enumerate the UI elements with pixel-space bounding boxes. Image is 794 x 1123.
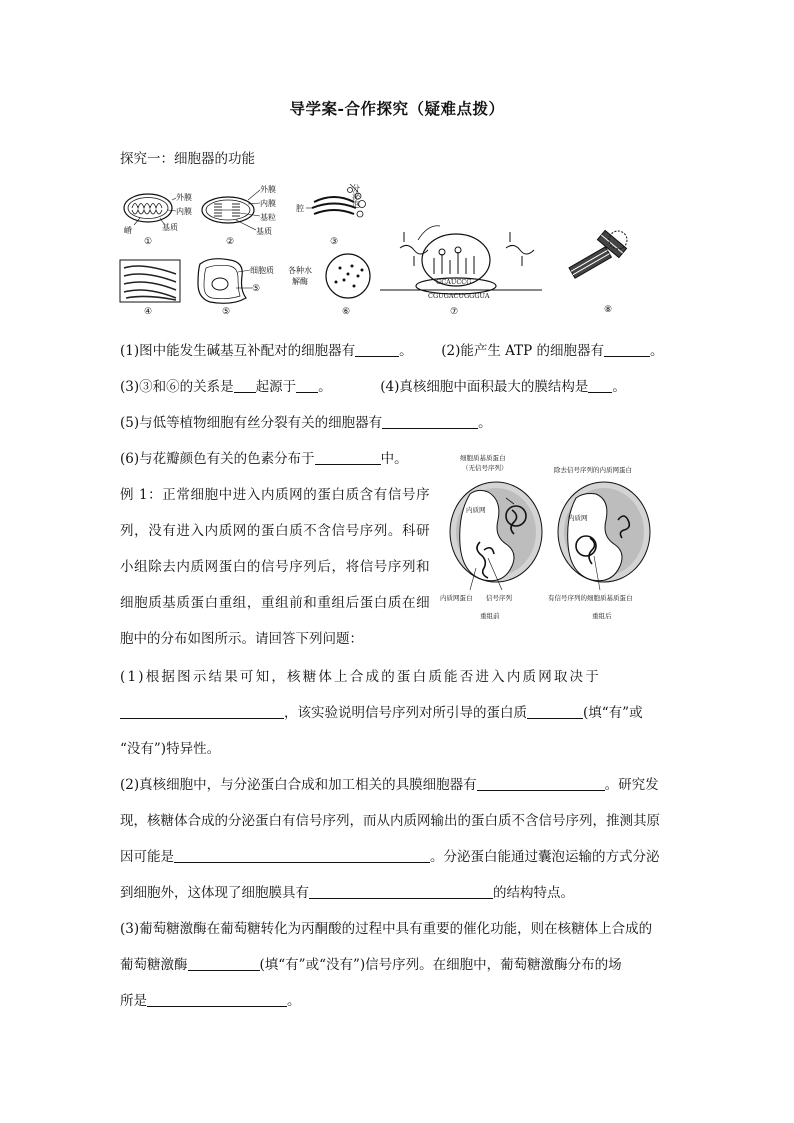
- answer-blank-e1b[interactable]: [527, 704, 583, 719]
- answer-blank-2[interactable]: [604, 342, 650, 357]
- fig-left-top-1: 细胞质基质蛋白: [460, 454, 506, 462]
- fig-right-top: 除去信号序列的内质网蛋白: [554, 466, 632, 474]
- ribo-anticodon: GCAUCCG: [436, 278, 472, 286]
- num-7: ⑦: [450, 307, 459, 317]
- answer-blank-e2c[interactable]: [309, 884, 493, 899]
- fig-signal-label: 信号序列: [486, 594, 512, 602]
- fig-right-bottom-label: 有信号序列的细胞质基质蛋白: [548, 594, 633, 602]
- ribosome-diagram: [380, 226, 542, 317]
- mito-inner-label: 内膜: [176, 207, 192, 216]
- num-8: ⑧: [604, 305, 613, 315]
- question-1-2: (1)图中能发生碱基互补配对的细胞器有 。 (2)能产生 ATP 的细胞器有 。: [120, 343, 664, 359]
- example-q3-line-3: 所是 。: [120, 993, 301, 1009]
- chloro-outer-label: 外膜: [260, 185, 276, 194]
- example-line-3: 小组除去内质网蛋白的信号序列后，将信号序列和: [120, 559, 431, 575]
- answer-blank-6[interactable]: [315, 450, 381, 465]
- golgi-diagram: [296, 183, 366, 247]
- example-q2-line-4: 到细胞外，这体现了细胞膜具有 的结构特点。: [120, 885, 574, 901]
- chloro-granum-label: 基粒: [260, 213, 276, 222]
- example-line-1: 例 1：正常细胞中进入内质网的蛋白质含有信号序: [120, 487, 431, 503]
- example-q3-line-1: (3)葡萄糖激酶在葡萄糖转化为丙酮酸的过程中具有重要的催化功能，则在核糖体上合成的: [120, 921, 653, 937]
- fig-before-label: 重组前: [480, 612, 500, 620]
- chloroplast-diagram: [202, 184, 276, 247]
- lyso-label-2: 解酶: [292, 277, 308, 286]
- example-q1-line-3: “没有”)特异性。: [120, 741, 221, 757]
- chloro-inner-label: 内膜: [260, 199, 276, 208]
- answer-blank-5[interactable]: [382, 414, 478, 429]
- answer-blank-e1a[interactable]: [120, 704, 284, 719]
- fig-left-top-2: （无信号序列）: [462, 464, 508, 472]
- fig-er-label-1: 内质网: [466, 506, 486, 514]
- lysosome-diagram: [288, 254, 370, 317]
- question-3-4: (3)③和⑥的关系是 起源于 。 (4)真核细胞中面积最大的膜结构是 。: [120, 379, 626, 395]
- mito-matrix-label: 基质: [162, 223, 178, 232]
- example-q2-line-3: 因可能是 。分泌蛋白能通过囊泡运输的方式分泌: [120, 849, 660, 865]
- example-q3-line-2: 葡萄糖激酶 (填“有”或“没有”)信号序列。在细胞中，葡萄糖激酶分布的场: [120, 957, 622, 973]
- organelle-figure: [118, 178, 678, 318]
- example-line-2: 列，没有进入内质网的蛋白质不含信号序列。科研: [120, 523, 431, 539]
- cell-cytoplasm-label: 细胞质: [250, 266, 274, 275]
- example-q1-line-2: ，该实验说明信号序列对所引导的蛋白质 (填“有”或: [120, 701, 643, 721]
- recombination-figure: [440, 450, 676, 625]
- fig-er-protein-label: 内质网蛋白: [440, 594, 473, 602]
- answer-blank-4[interactable]: [588, 378, 612, 393]
- example-line-5: 胞中的分布如图所示。请回答下列问题：: [120, 631, 363, 647]
- centrosome-diagram: [569, 230, 627, 315]
- mito-outer-label: 外膜: [176, 193, 192, 202]
- question-6: (6)与花瓣颜色有关的色素分布于 中。: [120, 451, 408, 467]
- example-q1-line-1: (1)根据图示结果可知，核糖体上合成的蛋白质能否进入内质网取决于: [120, 669, 602, 685]
- num-5: ⑤: [222, 307, 231, 317]
- ribo-sequence: CGUGACUGGGUA: [428, 292, 490, 300]
- lyso-label-1: 各种水: [288, 266, 312, 275]
- answer-blank-e2a[interactable]: [477, 776, 605, 791]
- example-line-4: 细胞质基质蛋白重组，重组前和重组后蛋白质在细: [120, 595, 431, 611]
- answer-blank-e3a[interactable]: [188, 956, 260, 971]
- cell-diagram: [198, 259, 274, 317]
- cell-after: [548, 482, 650, 620]
- mitochondrion-diagram: [124, 192, 192, 247]
- example-q2-line-2: 现，核糖体合成的分泌蛋白有信号序列，而从内质网输出的蛋白质不含信号序列，推测其原: [120, 813, 660, 829]
- answer-blank-1[interactable]: [355, 342, 399, 357]
- answer-blank-e3b[interactable]: [147, 992, 287, 1007]
- answer-blank-3a[interactable]: [234, 378, 256, 393]
- fig-er-label-2: 内质网: [568, 514, 588, 522]
- fig-after-label: 重组后: [592, 612, 612, 620]
- golgi-cavity-label: 腔: [296, 204, 304, 213]
- section-heading: 探究一：细胞器的功能: [120, 151, 255, 167]
- num-6: ⑥: [342, 307, 351, 317]
- num-4: ④: [144, 307, 153, 317]
- mito-crista-label: 嵴: [124, 226, 132, 235]
- num-2: ②: [226, 237, 235, 247]
- golgi-vesicle-label: 分泌泡: [351, 184, 361, 208]
- chloro-stroma-label: 基质: [256, 227, 272, 236]
- cell-label-5: ⑤: [252, 284, 261, 294]
- example-q2-line-1: (2)真核细胞中，与分泌蛋白合成和加工相关的具膜细胞器有 。研究发: [120, 777, 659, 793]
- er-diagram: [120, 260, 180, 317]
- cell-before: [440, 482, 542, 620]
- num-3: ③: [330, 237, 339, 247]
- answer-blank-e2b[interactable]: [174, 848, 430, 863]
- num-1: ①: [144, 237, 153, 247]
- page-title: 导学案-合作探究（疑难点拨）: [289, 99, 505, 118]
- answer-blank-3b[interactable]: [296, 378, 318, 393]
- question-5: (5)与低等植物细胞有丝分裂有关的细胞器有 。: [120, 415, 492, 431]
